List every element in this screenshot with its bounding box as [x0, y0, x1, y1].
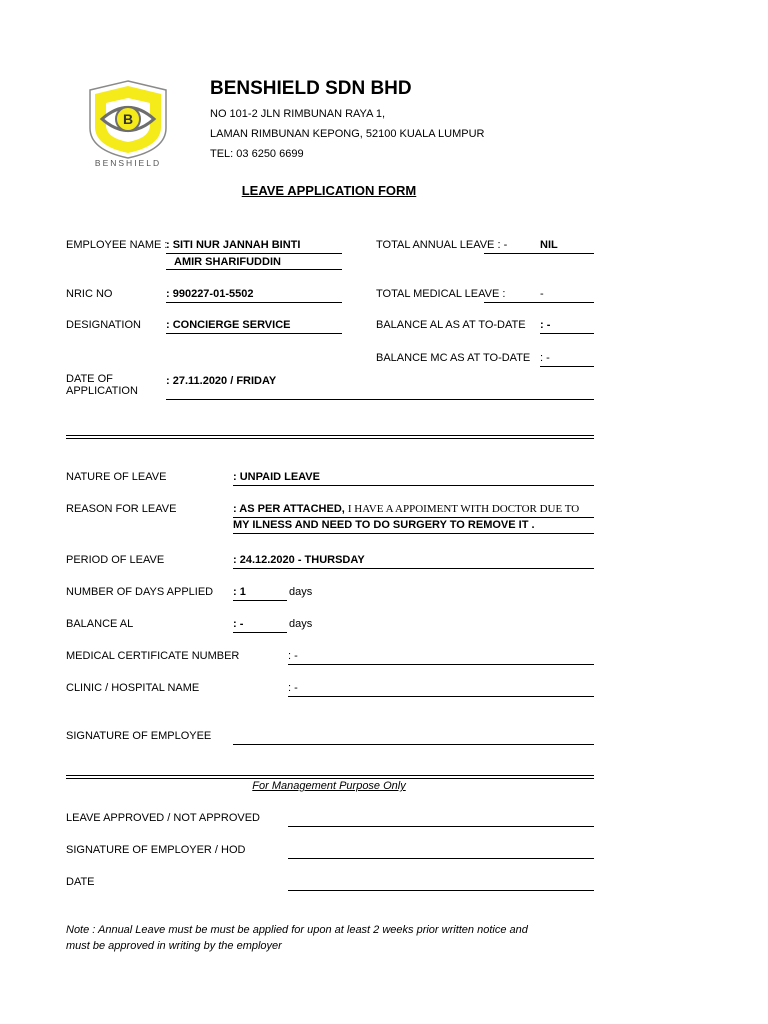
management-date-field [288, 876, 594, 891]
employee-name-label: EMPLOYEE NAME : [66, 239, 168, 251]
management-heading: For Management Purpose Only [252, 780, 406, 792]
company-address-line2: LAMAN RIMBUNAN KEPONG, 52100 KUALA LUMPUR [210, 128, 485, 140]
employee-name-line2: AMIR SHARIFUDDIN [166, 256, 342, 270]
shield-logo-icon [82, 78, 174, 170]
reason-line1-part-b: I HAVE A APPOIMENT WITH DOCTOR DUE TO [347, 503, 580, 515]
designation-value: : CONCIERGE SERVICE [166, 319, 342, 334]
days-applied-value: : 1 [233, 586, 287, 601]
company-tel: TEL: 03 6250 6699 [210, 148, 304, 160]
nric-label: NRIC NO [66, 288, 113, 300]
medical-certificate-value: : - [288, 650, 594, 665]
clinic-hospital-value: : - [288, 682, 594, 697]
total-medical-leave-field [484, 288, 594, 303]
management-date-label: DATE [66, 876, 95, 888]
total-annual-leave-value: NIL [540, 239, 558, 251]
balance-al-todate-label: BALANCE AL AS AT TO-DATE [376, 319, 526, 331]
nature-of-leave-value: : UNPAID LEAVE [233, 471, 594, 486]
date-of-application-label-1: DATE OF [66, 373, 113, 385]
balance-al-unit: days [289, 618, 313, 630]
logo-text: BENSHIELD [94, 158, 162, 168]
balance-mc-todate-label: BALANCE MC AS AT TO-DATE [376, 352, 531, 364]
note-line1: Note : Annual Leave must be must be applied for upon at least 2 weeks prior written notice and [66, 924, 528, 936]
employer-signature-label: SIGNATURE OF EMPLOYER / HOD [66, 844, 246, 856]
reason-for-leave-label: REASON FOR LEAVE [66, 503, 177, 515]
total-annual-leave-label: TOTAL ANNUAL LEAVE : - [376, 239, 508, 251]
balance-mc-todate-value: : - [540, 352, 594, 367]
nature-of-leave-label: NATURE OF LEAVE [66, 471, 167, 483]
period-of-leave-value: : 24.12.2020 - THURSDAY [233, 554, 594, 569]
note-line2: must be approved in writing by the employer [66, 940, 282, 952]
total-annual-leave-field [484, 239, 594, 254]
days-applied-label: NUMBER OF DAYS APPLIED [66, 586, 214, 598]
employee-signature-label: SIGNATURE OF EMPLOYEE [66, 730, 212, 742]
total-medical-leave-label: TOTAL MEDICAL LEAVE : [376, 288, 506, 300]
designation-label: DESIGNATION [66, 319, 141, 331]
form-title: LEAVE APPLICATION FORM [241, 183, 417, 198]
balance-al-todate-value: : - [540, 319, 594, 334]
balance-al-value: : - [233, 618, 287, 633]
days-applied-unit: days [289, 586, 313, 598]
management-divider [66, 775, 594, 779]
reason-for-leave-line1 [233, 503, 594, 518]
reason-for-leave-line2: MY ILNESS AND NEED TO DO SURGERY TO REMOVE IT . [233, 519, 594, 534]
reason-line1-part-a: : AS PER ATTACHED, [233, 503, 348, 515]
nric-value: : 990227-01-5502 [166, 288, 342, 303]
company-name: BENSHIELD SDN BHD [210, 78, 412, 99]
logo-letter: B [122, 111, 134, 127]
company-logo [82, 78, 174, 170]
leave-approved-field [288, 812, 594, 827]
employee-name-line1: : SITI NUR JANNAH BINTI [166, 239, 342, 254]
medical-certificate-label: MEDICAL CERTIFICATE NUMBER [66, 650, 240, 662]
period-of-leave-label: PERIOD OF LEAVE [66, 554, 165, 566]
employer-signature-field [288, 844, 594, 859]
clinic-hospital-label: CLINIC / HOSPITAL NAME [66, 682, 200, 694]
section-divider [66, 435, 594, 439]
date-of-application-value: : 27.11.2020 / FRIDAY [166, 375, 594, 400]
leave-approved-label: LEAVE APPROVED / NOT APPROVED [66, 812, 260, 824]
total-medical-leave-value: - [540, 288, 544, 300]
employee-signature-field [233, 730, 594, 745]
balance-al-label: BALANCE AL [66, 618, 134, 630]
date-of-application-label-2: APPLICATION [66, 385, 138, 397]
company-address-line1: NO 101-2 JLN RIMBUNAN RAYA 1, [210, 108, 386, 120]
